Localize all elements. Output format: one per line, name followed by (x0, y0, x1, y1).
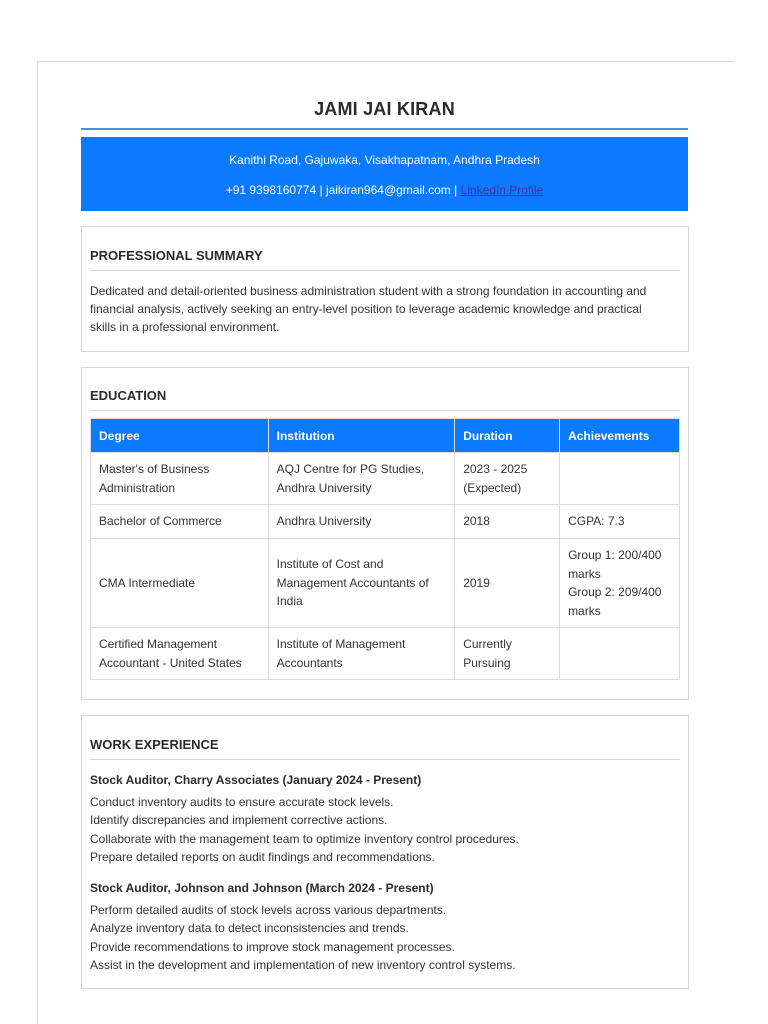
column-header-degree: Degree (91, 419, 269, 453)
duty-item: Perform detailed audits of stock levels across various departments. (90, 903, 447, 917)
institution-cell: Andhra University (268, 505, 455, 539)
duration-cell: Currently Pursuing (455, 628, 560, 680)
achievements-cell (560, 539, 680, 628)
institution-cell: Institute of Cost and Management Accountants of India (268, 539, 455, 628)
duration-cell: 2023 - 2025 (Expected) (455, 453, 560, 505)
degree-cell: Certified Management Accountant - United States (91, 628, 269, 680)
summary-heading: PROFESSIONAL SUMMARY (90, 248, 680, 271)
institution-cell: Institute of Management Accountants (268, 628, 455, 680)
degree-cell: Master's of Business Administration (91, 453, 269, 505)
education-section (81, 367, 689, 700)
summary-text: Dedicated and detail-oriented business administration student with a strong foundation in accounting and financial analysis, actively seeking an entry-level position to leverage academic knowledge and practical skills in a professional environment. (90, 284, 647, 334)
phone-email: +91 9398160774 | jaikiran964@gmail.com | (225, 183, 461, 197)
duty-item: Prepare detailed reports on audit findings and recommendations. (90, 850, 435, 864)
column-header-achievements: Achievements (560, 419, 680, 453)
job-title: Stock Auditor, Johnson and Johnson (March 2024 - Present) (90, 881, 434, 895)
duration-cell: 2018 (455, 505, 560, 539)
job-title: Stock Auditor, Charry Associates (January 2024 - Present) (90, 773, 422, 787)
achievement-item: Group 1: 200/400 marks (568, 548, 662, 581)
duty-item: Collaborate with the management team to optimize inventory control procedures. (90, 832, 519, 846)
duty-item: Assist in the development and implementation of new inventory control systems. (90, 958, 516, 972)
candidate-name: JAMI JAI KIRAN (314, 99, 455, 119)
achievements-cell (560, 453, 680, 505)
name-divider (81, 128, 688, 130)
summary-section (81, 226, 689, 352)
experience-heading: WORK EXPERIENCE (90, 737, 680, 760)
achievements-cell (560, 628, 680, 680)
education-heading: EDUCATION (90, 388, 680, 411)
degree-cell: Bachelor of Commerce (91, 505, 269, 539)
duration-cell: 2019 (455, 539, 560, 628)
duty-item: Provide recommendations to improve stock management processes. (90, 940, 455, 954)
linkedin-link[interactable]: LinkedIn Profile (460, 183, 544, 197)
address: Kanithi Road, Gajuwaka, Visakhapatnam, Andhra Pradesh (229, 153, 540, 167)
degree-cell: CMA Intermediate (91, 539, 269, 628)
contact-banner (81, 137, 688, 211)
contact-line (81, 183, 688, 197)
institution-cell: AQJ Centre for PG Studies, Andhra University (268, 453, 455, 505)
column-header-duration: Duration (455, 419, 560, 453)
achievements-cell: CGPA: 7.3 (560, 505, 680, 539)
table-row (91, 628, 680, 680)
experience-section (81, 715, 689, 989)
education-table (90, 418, 680, 680)
duty-item: Identify discrepancies and implement corrective actions. (90, 813, 388, 827)
duty-item: Conduct inventory audits to ensure accurate stock levels. (90, 795, 394, 809)
duty-item: Analyze inventory data to detect inconsistencies and trends. (90, 921, 409, 935)
table-row (91, 539, 680, 628)
achievement-item: Group 2: 209/400 marks (568, 585, 662, 618)
table-header-row (91, 419, 680, 453)
table-row (91, 453, 680, 505)
column-header-institution: Institution (268, 419, 455, 453)
table-row (91, 505, 680, 539)
